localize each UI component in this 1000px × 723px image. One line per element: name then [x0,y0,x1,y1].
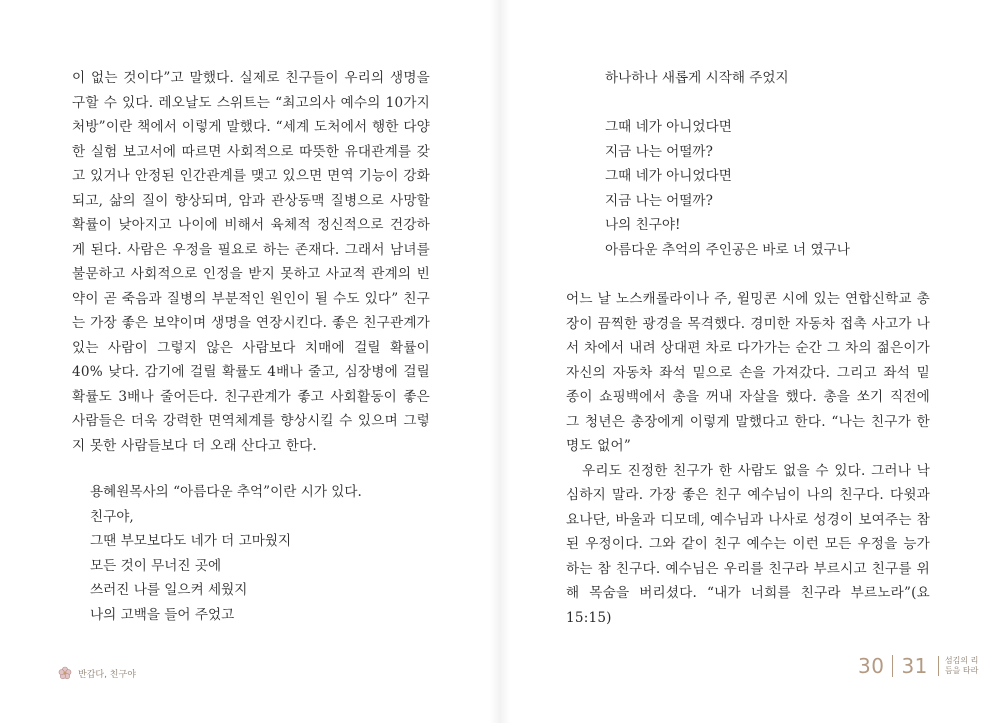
poem-line: 지금 나는 어떨까? [605,143,713,160]
left-paragraph: 이 없는 것이다”고 말했다. 실제로 친구들이 우리의 생명을 구할 수 있다. 레오날도 스위트는 “최고의사 예수의 10가지 처방”이란 책에서 이렇게 말했다. “세계 도처에서 행한 다양한 실험 보고서에 따르면 사회적으로 따뜻한 유대관계를 갖고 있거나 안정된 인간관계를 맺고 있으면 면역 기능이 강화되고, 삶의 질이 향상되며, 암과 관상동맥 질병으로 사망할 확률이 낮아지고 나이에 비해서 육체적 정신적으로 건강하게 된다. 사람은 우정을 필요로 하는 존재다. 그래서 남녀를 불문하고 사회적으로 인정을 받지 못하고 사교적 관계의 빈약이 곧 죽음과 질병의 부분적인 원인이 될 수도 있다” 친구는 가장 좋은 보약이며 생명을 연장시킨다. 좋은 친구관계가 있는 사람이 그렇지 않은 사람보다 치매에 걸릴 확률이 40% 낮다. 감기에 걸릴 확률도 4배나 줄고, 심장병에 걸릴 확률도 3배나 줄어든다. 친구관계가 좋고 사회활동이 좋은 사람들은 더욱 강력한 면역체계를 향상시킬 수 있으며 그렇지 못한 사람들보다 더 오래 산다고 한다. [72,70,430,454]
poem-line: 하나하나 새롭게 시작해 주었지 [605,70,789,86]
page-number-left: 30 [858,654,885,678]
poem-line: 그땐 부모보다도 네가 더 고마웠지 [90,533,292,549]
poem-line: 지금 나는 어떨까? [605,192,713,209]
poem-intro-line: 용혜원목사의 “아름다운 추억”이란 시가 있다. [90,484,362,500]
running-footer-left [58,666,136,680]
book-title: 반갑다, 친구야 [78,669,136,680]
poem-line: 나의 고백을 들어 주었고 [90,606,235,623]
right-paragraph: 우리도 진정한 친구가 한 사람도 없을 수 있다. 그러나 낙심하지 말라. 가장 좋은 친구 예수님이 나의 친구다. 다윗과 요나단, 바울과 디모데, 예수님과 나사로 성경이 보여주는 참된 우정이다. 그와 같이 친구 예수는 이런 모든 우정을 능가하는 참 친구다. 예수님은 우리를 친구라 부르시고 친구를 위해 목숨을 버리셨다. “내가 너희를 친구라 부르노라”(요 15:15) [566,462,930,626]
section-title: 섬김의 리듬을 타라 [938,656,979,676]
stanza-break [605,91,945,116]
poem-line: 나의 친구야! [605,217,681,233]
left-poem [90,480,450,627]
right-paragraph: 어느 날 노스캐롤라이나 주, 윌밍콘 시에 있는 연합신학교 총장이 끔찍한 광경을 목격했다. 경미한 자동차 접촉 사고가 나서 차에서 내려 상대편 차로 다가가는 순간 그 차의 젊은이가 자신의 자동차 좌석 밑으로 손을 가져갔다. 그리고 좌석 밑 종이 쇼핑백에서 총을 꺼내 자살을 했다. 총을 쏘기 직전에 그 청년은 총장에게 이렇게 말했다고 한다. “나는 친구가 한 명도 없어” [566,291,930,454]
page-number-right: 31 [901,654,928,678]
poem-line: 그때 네가 아니었다면 [605,168,732,184]
left-prose [72,66,430,458]
page-number-divider [892,655,893,677]
poem-line: 쓰러진 나를 일으켜 세웠지 [90,582,248,598]
running-footer-right [858,654,979,678]
poem-line: 모든 것이 무너진 곳에 [90,557,222,574]
right-poem [605,66,945,262]
right-prose [566,287,930,630]
flower-icon [58,666,72,680]
poem-line: 아름다운 추억의 주인공은 바로 너 였구나 [605,241,850,258]
poem-line: 그때 네가 아니었다면 [605,119,732,135]
poem-line: 친구야, [90,508,134,525]
